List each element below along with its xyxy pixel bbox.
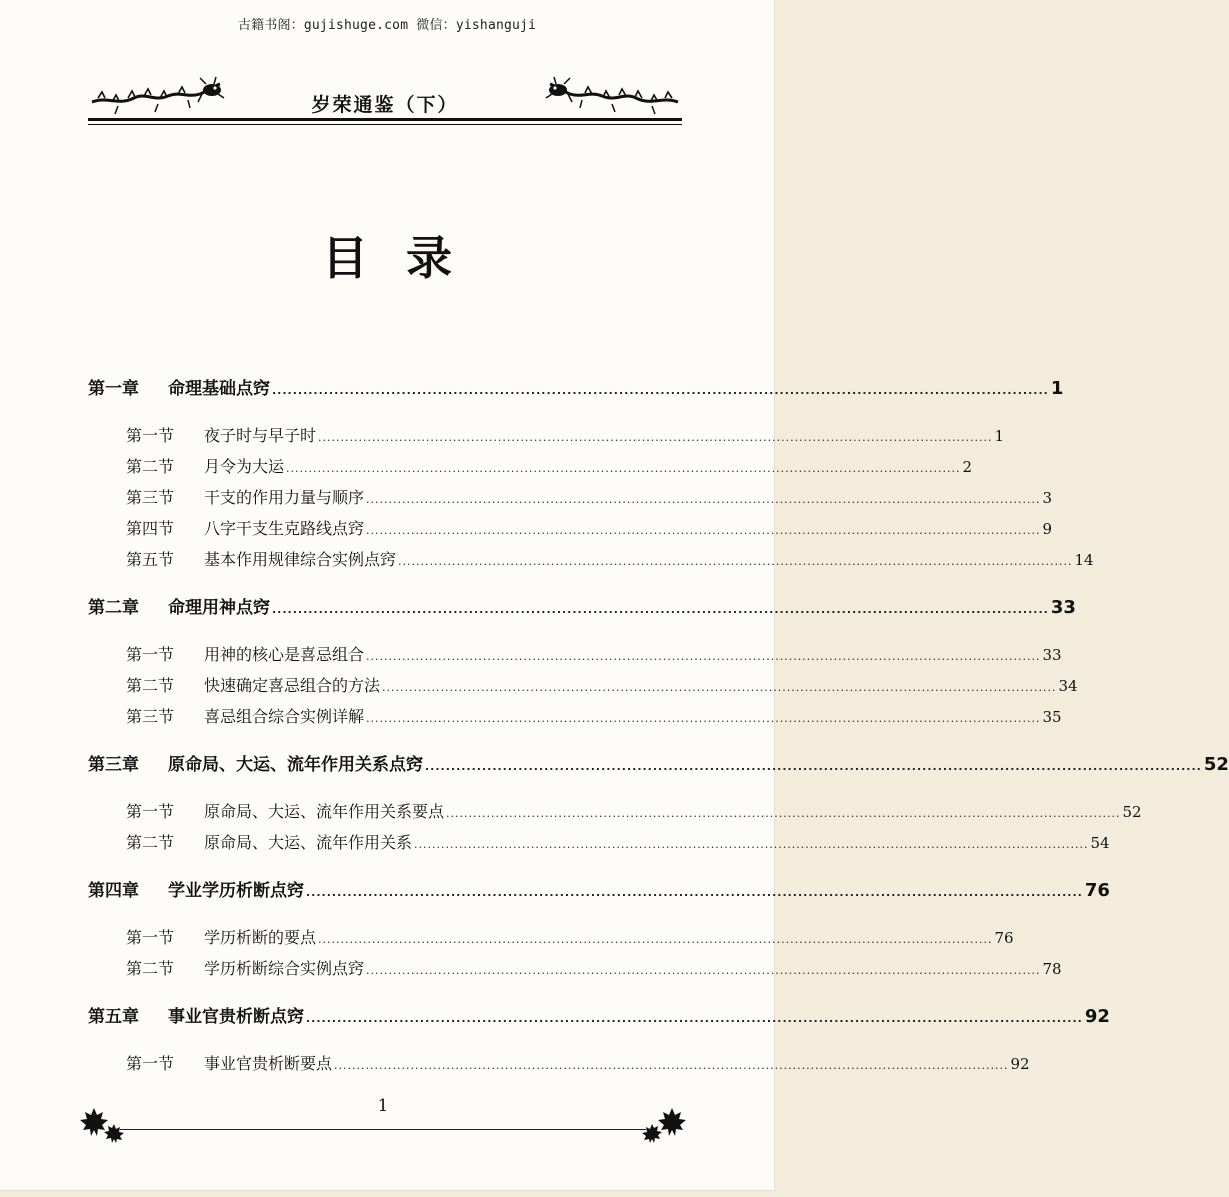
chapter-label xyxy=(88,372,270,406)
dot-leader: ...................................................................................................................................................... xyxy=(425,760,1202,773)
section-title: 学历析断的要点 xyxy=(204,928,317,947)
spacer xyxy=(88,1034,682,1048)
section-title: 用神的核心是喜忌组合 xyxy=(204,645,365,664)
section-page-number: 33 xyxy=(1042,646,1062,664)
section-number: 第一节 xyxy=(126,645,175,664)
spacer xyxy=(88,406,682,420)
dot-leader: ...................................................................................................................................................... xyxy=(272,603,1049,616)
dot-leader: ...................................................................................................................................................... xyxy=(318,933,993,946)
section-title: 月令为大运 xyxy=(204,457,285,476)
chapter-page-number: 33 xyxy=(1050,597,1076,618)
section-number: 第二节 xyxy=(126,676,175,695)
section-number: 第一节 xyxy=(126,1054,175,1073)
section-label xyxy=(126,701,364,732)
spacer xyxy=(88,625,682,639)
chapter-label xyxy=(88,874,304,908)
section-label xyxy=(126,639,364,670)
section-label xyxy=(126,1048,332,1079)
section-number: 第三节 xyxy=(126,707,175,726)
chapter-page-number: 1 xyxy=(1050,378,1064,399)
section-title: 八字干支生克路线点窍 xyxy=(204,519,365,538)
section-number: 第一节 xyxy=(126,802,175,821)
section-page-number: 78 xyxy=(1042,960,1062,978)
section-title: 喜忌组合综合实例详解 xyxy=(204,707,365,726)
chapter-label xyxy=(88,591,270,625)
toc-section-entry[interactable] xyxy=(88,953,1062,984)
header-rule-thin xyxy=(88,124,682,125)
dot-leader: ...................................................................................................................................................... xyxy=(366,964,1041,977)
spacer xyxy=(88,908,682,922)
running-header xyxy=(88,72,682,128)
section-page-number: 35 xyxy=(1042,708,1062,726)
chapter-number: 第二章 xyxy=(88,598,139,618)
section-label xyxy=(126,482,364,513)
chapter-title: 命理基础点窍 xyxy=(168,379,270,399)
toc-section-entry[interactable] xyxy=(88,1048,1030,1079)
toc-chapter-entry[interactable] xyxy=(88,748,1229,782)
section-number: 第一节 xyxy=(126,426,175,445)
section-label xyxy=(126,922,316,953)
section-label xyxy=(126,953,364,984)
section-label xyxy=(126,544,396,575)
section-page-number: 9 xyxy=(1042,520,1053,538)
section-number: 第二节 xyxy=(126,833,175,852)
section-page-number: 2 xyxy=(962,458,973,476)
section-number: 第四节 xyxy=(126,519,175,538)
dot-leader: ...................................................................................................................................................... xyxy=(272,384,1049,397)
section-label xyxy=(126,796,444,827)
toc-section-entry[interactable] xyxy=(88,639,1062,670)
section-number: 第二节 xyxy=(126,959,175,978)
section-page-number: 1 xyxy=(994,427,1005,445)
section-title: 干支的作用力量与顺序 xyxy=(204,488,365,507)
chapter-number: 第五章 xyxy=(88,1007,139,1027)
section-label xyxy=(126,513,364,544)
dot-leader: ...................................................................................................................................................... xyxy=(366,524,1041,537)
toc-section-entry[interactable] xyxy=(88,451,973,482)
chapter-label xyxy=(88,1000,304,1034)
chapter-page-number: 76 xyxy=(1084,880,1110,901)
section-page-number: 52 xyxy=(1122,803,1142,821)
dot-leader: ...................................................................................................................................................... xyxy=(366,712,1041,725)
dot-leader: ...................................................................................................................................................... xyxy=(398,555,1073,568)
maple-leaf-icon xyxy=(638,1104,686,1142)
chapter-title: 事业官贵析断点窍 xyxy=(168,1007,304,1027)
section-title: 基本作用规律综合实例点窍 xyxy=(204,550,397,569)
section-label xyxy=(126,827,412,858)
section-number: 第三节 xyxy=(126,488,175,507)
toc-heading: 目录 xyxy=(322,231,490,285)
dot-leader: ...................................................................................................................................................... xyxy=(382,681,1057,694)
toc-section-entry[interactable] xyxy=(88,482,1053,513)
spacer xyxy=(88,575,682,591)
page-footer xyxy=(80,1096,686,1146)
section-page-number: 34 xyxy=(1058,677,1078,695)
dot-leader: ...................................................................................................................................................... xyxy=(366,650,1041,663)
section-title: 原命局、大运、流年作用关系要点 xyxy=(204,802,445,821)
chapter-title: 原命局、大运、流年作用关系点窍 xyxy=(168,755,423,775)
toc-chapter-entry[interactable] xyxy=(88,874,1110,908)
toc-section-entry[interactable] xyxy=(88,701,1062,732)
dot-leader: ...................................................................................................................................................... xyxy=(414,838,1089,851)
table-of-contents xyxy=(88,372,1229,1079)
section-title: 事业官贵析断要点 xyxy=(204,1054,333,1073)
spacer xyxy=(88,782,682,796)
footer-rule xyxy=(120,1129,646,1130)
chapter-title: 学业学历析断点窍 xyxy=(168,881,304,901)
dot-leader: ...................................................................................................................................................... xyxy=(306,1012,1083,1025)
section-page-number: 14 xyxy=(1074,551,1094,569)
toc-section-entry[interactable] xyxy=(88,796,1142,827)
section-number: 第一节 xyxy=(126,928,175,947)
book-title: 岁荣通鉴（下） xyxy=(311,94,459,116)
chapter-page-number: 52 xyxy=(1203,754,1229,775)
toc-section-entry[interactable] xyxy=(88,544,1094,575)
spacer xyxy=(88,732,682,748)
chapter-title: 命理用神点窍 xyxy=(168,598,270,618)
section-page-number: 92 xyxy=(1010,1055,1030,1073)
dot-leader: ...................................................................................................................................................... xyxy=(318,431,993,444)
toc-section-entry[interactable] xyxy=(88,420,1005,451)
watermark-text: 古籍书阁：gujishuge.com 微信：yishanguji xyxy=(237,18,537,33)
dot-leader: ...................................................................................................................................................... xyxy=(286,462,961,475)
section-page-number: 3 xyxy=(1042,489,1053,507)
section-title: 夜子时与早子时 xyxy=(204,426,317,445)
page-number: 1 xyxy=(377,1096,389,1116)
section-number: 第五节 xyxy=(126,550,175,569)
toc-section-entry[interactable] xyxy=(88,513,1053,544)
spacer xyxy=(88,984,682,1000)
chapter-number: 第三章 xyxy=(88,755,139,775)
chapter-label xyxy=(88,748,423,782)
chapter-number: 第一章 xyxy=(88,379,139,399)
toc-section-entry[interactable] xyxy=(88,670,1078,701)
section-label xyxy=(126,670,380,701)
dot-leader: ...................................................................................................................................................... xyxy=(366,493,1041,506)
dot-leader: ...................................................................................................................................................... xyxy=(446,807,1121,820)
section-label xyxy=(126,451,284,482)
section-page-number: 76 xyxy=(994,929,1014,947)
section-label xyxy=(126,420,316,451)
dot-leader: ...................................................................................................................................................... xyxy=(334,1059,1009,1072)
section-title: 原命局、大运、流年作用关系 xyxy=(204,833,413,852)
section-title: 学历析断综合实例点窍 xyxy=(204,959,365,978)
chapter-number: 第四章 xyxy=(88,881,139,901)
section-number: 第二节 xyxy=(126,457,175,476)
chapter-page-number: 92 xyxy=(1084,1006,1110,1027)
section-title: 快速确定喜忌组合的方法 xyxy=(204,676,381,695)
toc-chapter-entry[interactable] xyxy=(88,1000,1110,1034)
dot-leader: ...................................................................................................................................................... xyxy=(306,886,1083,899)
toc-chapter-entry[interactable] xyxy=(88,591,1076,625)
section-page-number: 54 xyxy=(1090,834,1110,852)
toc-section-entry[interactable] xyxy=(88,922,1014,953)
toc-section-entry[interactable] xyxy=(88,827,1110,858)
header-rule-thick xyxy=(88,118,682,121)
toc-chapter-entry[interactable] xyxy=(88,372,1064,406)
spacer xyxy=(88,858,682,874)
